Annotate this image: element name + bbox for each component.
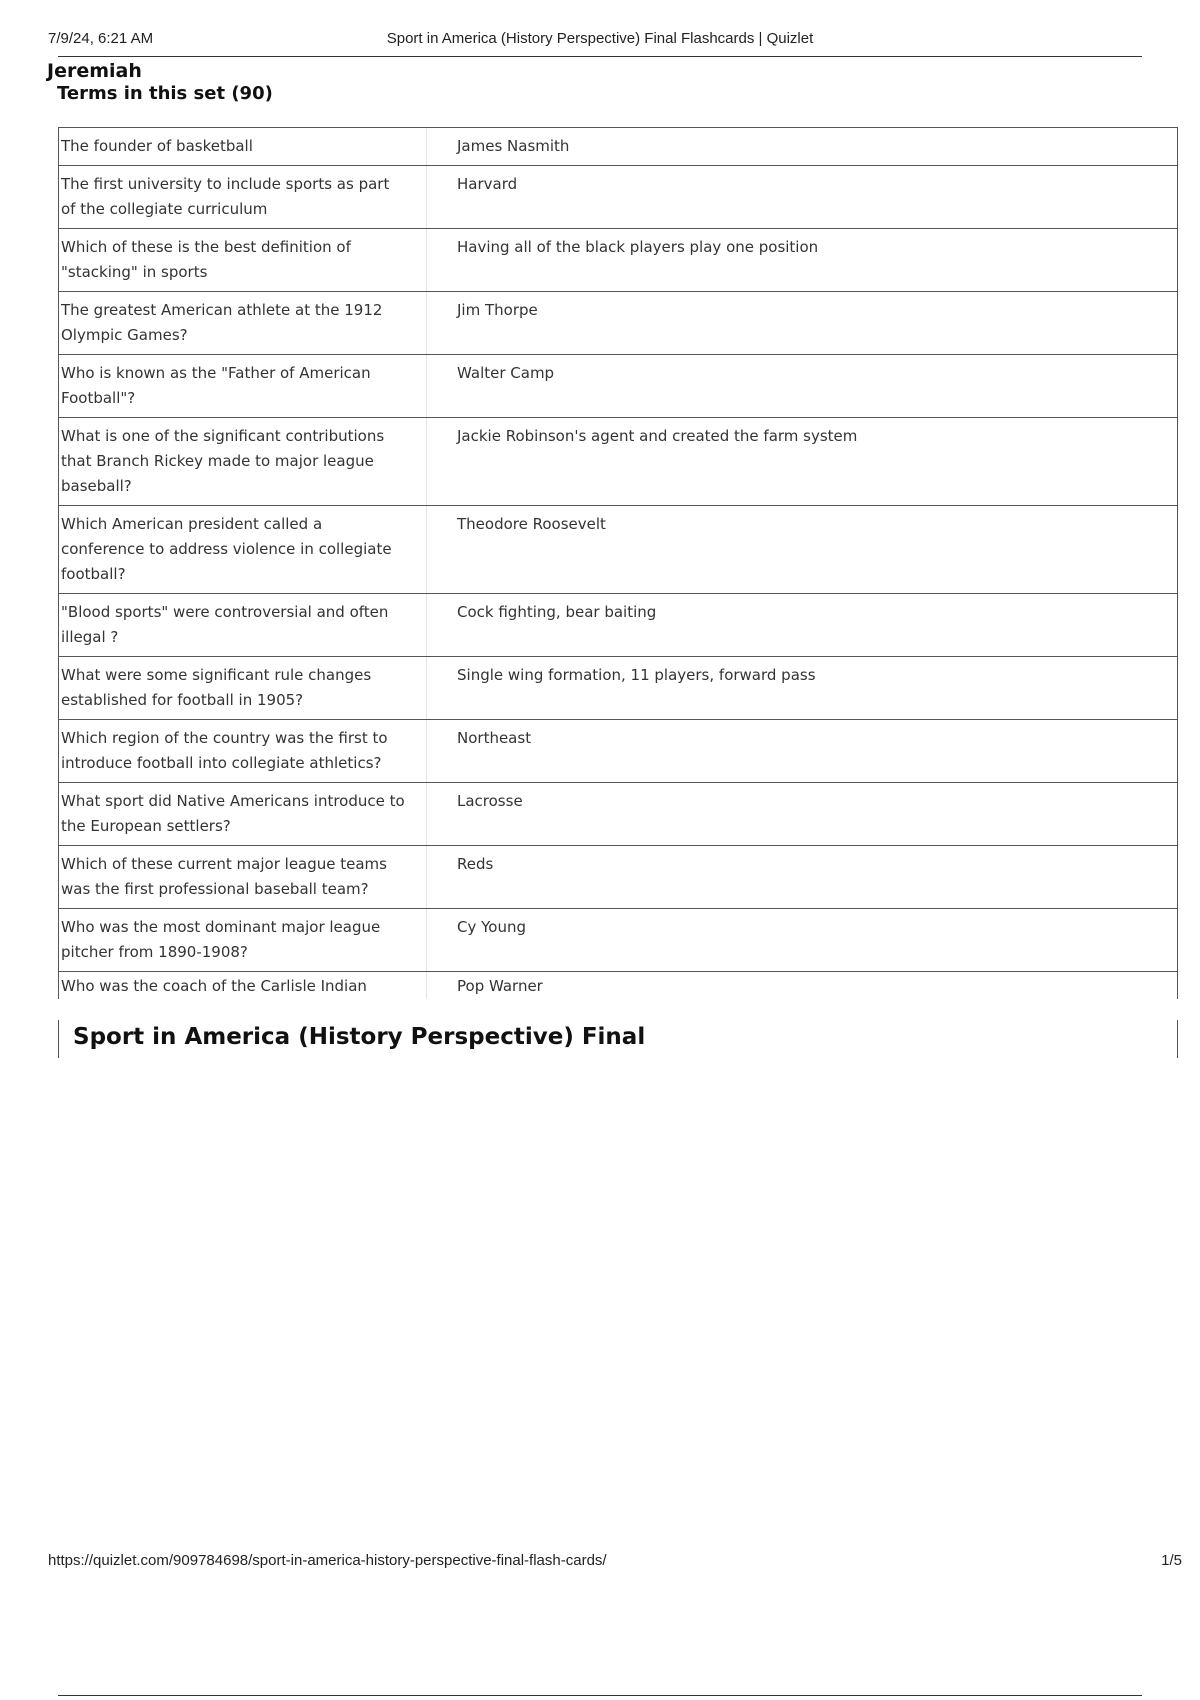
term-row — [59, 846, 1178, 909]
author-name: Jeremiah — [47, 60, 142, 82]
term-text: What sport did Native Americans introduce to the European settlers? — [59, 783, 427, 846]
term-text: Which of these is the best definition of "stacking" in sports — [59, 229, 427, 292]
page-number: 1/5 — [1161, 1552, 1182, 1569]
term-row — [59, 972, 1178, 1000]
print-url: https://quizlet.com/909784698/sport-in-america-history-perspective-final-flash-cards/ — [48, 1552, 607, 1569]
definition-text: Harvard — [427, 166, 1178, 229]
term-text: "Blood sports" were controversial and often illegal ? — [59, 594, 427, 657]
print-page-title: Sport in America (History Perspective) Final Flashcards | Quizlet — [386, 30, 814, 47]
term-row — [59, 292, 1178, 355]
definition-text: Northeast — [427, 720, 1178, 783]
definition-text: James Nasmith — [427, 128, 1178, 166]
definition-text: Reds — [427, 846, 1178, 909]
header-divider — [58, 56, 1142, 57]
term-row — [59, 594, 1178, 657]
term-row — [59, 783, 1178, 846]
definition-text: Pop Warner — [427, 972, 1178, 1000]
print-datetime: 7/9/24, 6:21 AM — [48, 30, 154, 47]
term-text: Which region of the country was the first to introduce football into collegiate athletics? — [59, 720, 427, 783]
definition-text: Lacrosse — [427, 783, 1178, 846]
term-text: What is one of the significant contributions that Branch Rickey made to major league baseball? — [59, 418, 427, 506]
definition-text: Walter Camp — [427, 355, 1178, 418]
term-row — [59, 909, 1178, 972]
definition-text: Single wing formation, 11 players, forward pass — [427, 657, 1178, 720]
term-row — [59, 657, 1178, 720]
term-text: Who was the coach of the Carlisle Indian — [59, 972, 427, 1000]
term-row — [59, 506, 1178, 594]
set-title: Sport in America (History Perspective) Final — [73, 1024, 646, 1050]
term-text: Who is known as the "Father of American Football"? — [59, 355, 427, 418]
term-row — [59, 128, 1178, 166]
definition-text: Jim Thorpe — [427, 292, 1178, 355]
definition-text: Having all of the black players play one position — [427, 229, 1178, 292]
term-row — [59, 720, 1178, 783]
definition-text: Cock fighting, bear baiting — [427, 594, 1178, 657]
term-text: Which American president called a conference to address violence in collegiate football? — [59, 506, 427, 594]
term-text: Which of these current major league teams was the first professional baseball team? — [59, 846, 427, 909]
definition-text: Cy Young — [427, 909, 1178, 972]
term-text: The first university to include sports as part of the collegiate curriculum — [59, 166, 427, 229]
term-row — [59, 418, 1178, 506]
term-row — [59, 229, 1178, 292]
term-text: The founder of basketball — [59, 128, 427, 166]
term-text: The greatest American athlete at the 1912 Olympic Games? — [59, 292, 427, 355]
definition-text: Theodore Roosevelt — [427, 506, 1178, 594]
term-text: Who was the most dominant major league pitcher from 1890-1908? — [59, 909, 427, 972]
terms-table — [58, 127, 1178, 999]
bottom-divider — [58, 1695, 1142, 1696]
term-row — [59, 355, 1178, 418]
term-text: What were some significant rule changes established for football in 1905? — [59, 657, 427, 720]
terms-heading: Terms in this set (90) — [57, 83, 273, 104]
definition-text: Jackie Robinson's agent and created the farm system — [427, 418, 1178, 506]
term-row — [59, 166, 1178, 229]
